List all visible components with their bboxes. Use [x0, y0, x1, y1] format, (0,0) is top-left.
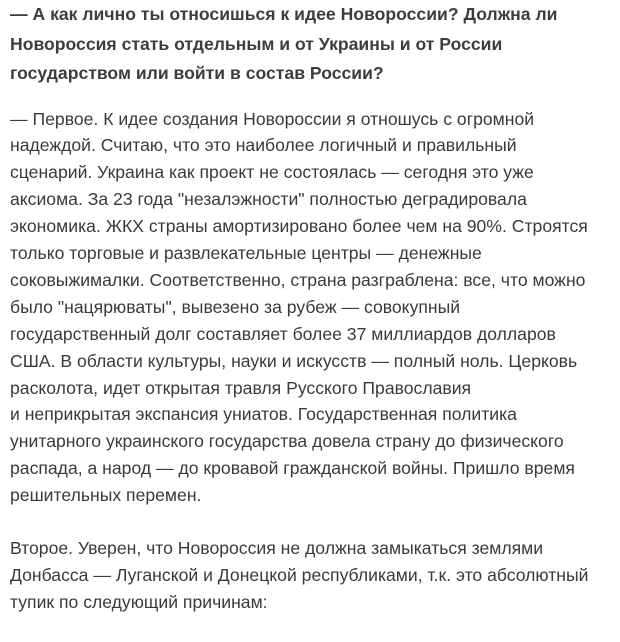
paragraph-line: было "нацярюваты", вывезено за рубеж — совокупный [10, 296, 461, 317]
paragraph-line: — Первое. К идее создания Новороссии я отношусь с огромной [10, 108, 535, 129]
paragraph-line: расколота, идет открытая травля Русского Православия [10, 377, 472, 398]
question-line: — А как лично ты относишься к идее Новороссии? Должна ли [10, 4, 558, 24]
paragraph-line: тупик по следующий причинам: [10, 591, 268, 612]
paragraph-line: распада, а народ — до кровавой гражданской войны. Пришло время [10, 458, 575, 479]
question-line: государством или войти в состав России? [10, 63, 384, 83]
paragraph-line: только торговые и развлекательные центры — денежные [10, 243, 482, 264]
answer-paragraph-second [10, 535, 608, 616]
question-line: Новороссия стать отдельным и от Украины и от России [10, 33, 503, 54]
paragraph-line: решительных перемен. [10, 485, 202, 506]
article-body [10, 0, 608, 616]
paragraph-line: надеждой. Считаю, что это наиболее логичный и правильный [10, 135, 517, 156]
paragraph-line: и неприкрытая экспансия униатов. Государственная политика [10, 404, 517, 425]
paragraph-line: экономика. ЖКХ страны амортизировано более чем на 90%. Строятся [10, 216, 588, 237]
paragraph-line: Второе. Уверен, что Новороссия не должна замыкаться землями [10, 538, 544, 559]
answer-paragraph-first [10, 106, 608, 510]
paragraph-line: США. В области культуры, науки и искусств — полный ноль. Церковь [10, 350, 578, 371]
paragraph-line: соковыжималки. Соответственно, страна разграблена: все, что можно [10, 269, 586, 290]
paragraph-line: сценарий. Украина как проект не состоялась — сегодня это уже [10, 162, 534, 183]
interview-question [10, 0, 608, 89]
paragraph-line: унитарного украинского государства довела страну до физического [10, 431, 564, 452]
paragraph-line: Донбасса — Луганской и Донецкой республиками, т.к. это абсолютный [10, 565, 589, 585]
paragraph-line: государственный долг составляет более 37 миллиардов долларов [10, 323, 556, 344]
paragraph-line: аксиома. За 23 года "незалэжности" полностью деградировала [10, 189, 527, 210]
